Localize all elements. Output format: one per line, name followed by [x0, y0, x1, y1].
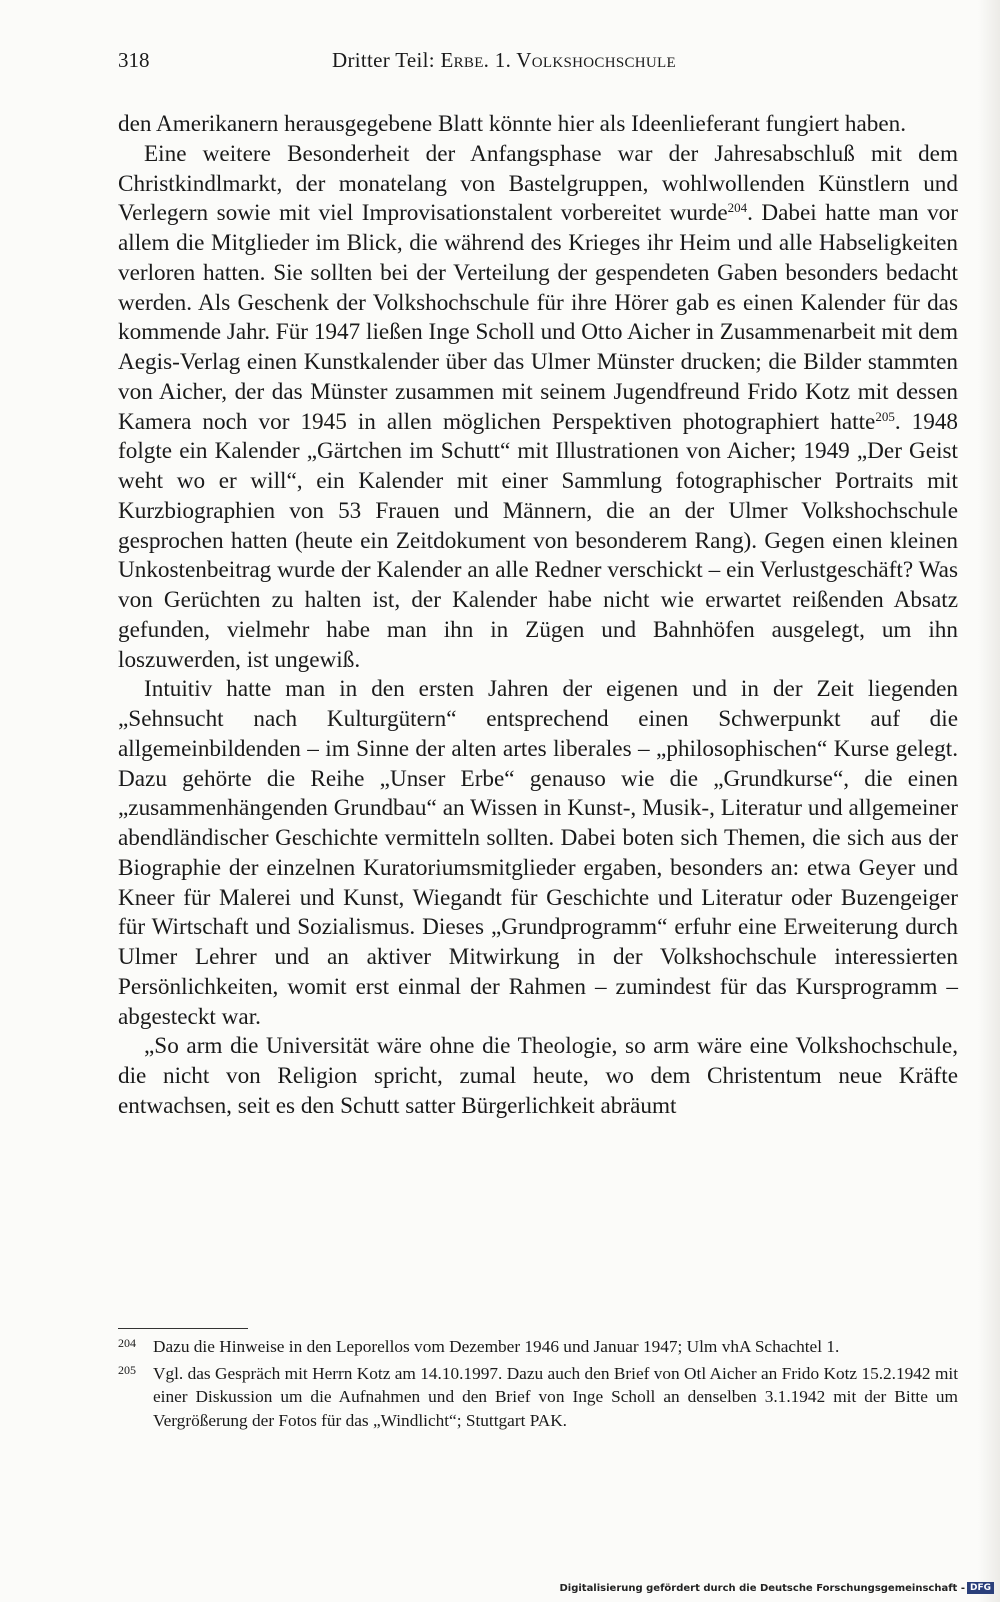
footnotes	[118, 1335, 958, 1435]
footnote-text: Vgl. das Gespräch mit Herrn Kotz am 14.10.1997. Dazu auch den Brief von Otl Aicher an Frido Kotz 15.2.1942 mit einer Diskussion um die Aufnahmen und den Brief von Inge Scholl an denselben 3.1.1942 mit der Bitte um Vergrößerung der Fotos für das „Windlicht“; Stuttgart PAK.	[153, 1363, 958, 1430]
footnote-number: 204	[118, 1336, 136, 1350]
running-head-chapter: Erbe. 1. Volkshochschule	[440, 48, 676, 72]
paragraph	[118, 140, 958, 676]
text-run: den Amerikanern herausgegebene Blatt könnte hier als Ideenlieferant fungiert haben.	[118, 111, 907, 137]
footnote-separator	[118, 1328, 248, 1329]
paragraph	[118, 110, 958, 140]
footnote-reference: 205	[875, 408, 895, 424]
credit-text: Digitalisierung gefördert durch die Deutsche Forschungsgemeinschaft -	[559, 1583, 965, 1594]
text-run: „So arm die Universität wäre ohne die Theologie, so arm wäre eine Volkshochschule, die nicht von Religion spricht, zumal heute, wo dem Christentum neue Kräfte entwachsen, seit es den Schutt satter Bürgerlichkeit abräumt	[118, 1033, 958, 1119]
main-text	[118, 110, 958, 1122]
running-head	[332, 48, 676, 73]
text-run: Intuitiv hatte man in den ersten Jahren der eigenen und in der Zeit liegenden „Sehnsucht nach Kulturgütern“ entsprechend einen Schwerpunkt auf die allgemeinbildenden – im Sinne der alten artes liberales – „philosophischen“ Kurse gelegt. Dazu gehörte die Reihe „Unser Erbe“ genauso wie die „Grundkurse“, die einen „zusammenhängenden Grundbau“ an Wissen in Kunst-, Musik-, Literatur und allgemeiner abendländischer Geschichte vermitteln sollten. Dabei boten sich Themen, die sich aus der Biographie der einzelnen Kuratoriumsmitglieder ergaben, besonders an: etwa Geyer und Kneer für Malerei und Kunst, Wiegandt für Geschichte und Literatur oder Buzengeiger für Wirtschaft und Sozialismus. Dieses „Grundprogramm“ erfuhr eine Erweiterung durch Ulmer Lehrer und an aktiver Mitwirkung in der Volkshochschule interessierten Persönlichkeiten, womit erst einmal der Rahmen – zumindest für das Kursprogramm – abgesteckt war.	[118, 676, 958, 1030]
paragraph	[118, 1032, 958, 1121]
footnote-reference: 204	[727, 200, 748, 216]
footnote	[118, 1335, 958, 1359]
page-edge-shadow	[978, 0, 1000, 1602]
text-run: . 1948 folgte ein Kalender „Gärtchen im Schutt“ mit Illustrationen von Aicher; 1949 „Der Geist weht wo er will“, ein Kalender mit einer Sammlung fotographischer Portraits mit Kurzbiographien von 53 Frauen und Männern, die an der Ulmer Volkshochschule gesprochen hatten (heute ein Zeitdokument von besonderem Rang). Gegen einen kleinen Unkostenbeitrag wurde der Kalender an alle Redner verschickt – ein Verlustgeschäft? Was von Gerüchten zu halten ist, der Kalender habe nicht wie erwartet reißenden Absatz gefunden, vielmehr habe man ihn in Zügen und Bahnhöfen ausgelegt, um ihn loszuwerden, ist ungewiß.	[118, 408, 959, 673]
dfg-logo: DFG	[967, 1582, 994, 1594]
text-run: . Dabei hatte man vor allem die Mitglieder im Blick, die während des Krieges ihr Heim und alle Habseligkeiten verloren hatten. Sie sollten bei der Verteilung der gespendeten Gaben besonders bedacht werden. Als Geschenk der Volkshochschule für ihre Hörer gab es einen Kalender für das kommende Jahr. Für 1947 ließen Inge Scholl und Otto Aicher in Zusammenarbeit mit dem Aegis-Verlag einen Kunstkalender über das Ulmer Münster drucken; die Bilder stammten von Aicher, der das Münster zusammen mit seinem Jugendfreund Frido Kotz mit dessen Kamera noch vor 1945 in allen möglichen Perspektiven photographiert hatte	[118, 200, 958, 435]
page-header	[118, 48, 958, 78]
text-run: Eine weitere Besonderheit der Anfangsphase war der Jahresabschluß mit dem Christkindlmarkt, der monatelang von Bastelgruppen, wohlwollenden Künstlern und Verlegern sowie mit viel Improvisationstalent vorbereitet wurde	[118, 140, 958, 227]
digitization-credit	[559, 1582, 994, 1594]
paragraph	[118, 675, 958, 1032]
footnote-text: Dazu die Hinweise in den Leporellos vom Dezember 1946 und Januar 1947; Ulm vhA Schachtel 1.	[153, 1337, 840, 1356]
footnote-number: 205	[118, 1362, 136, 1377]
page-number: 318	[118, 48, 150, 72]
running-head-prefix: Dritter Teil:	[332, 48, 441, 72]
footnote	[118, 1362, 958, 1433]
